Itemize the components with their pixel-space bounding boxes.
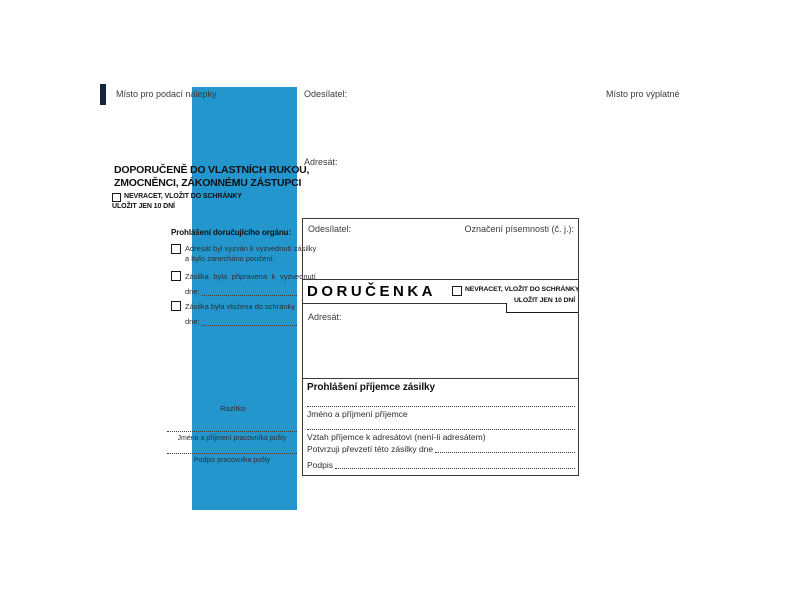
vztah-line[interactable] — [307, 429, 575, 430]
odesilatel-top-label: Odesílatel: — [304, 89, 348, 99]
nevracet-panel-checkbox[interactable] — [452, 286, 462, 296]
nevracet-left-line1: NEVRACET, VLOŽIT DO SCHRÁNKY — [124, 193, 242, 200]
zasilka-pripravena-label: Zásilka byla připravena k vyzvednutí — [185, 272, 316, 281]
zasilka-pripravena-dne-row — [185, 287, 297, 296]
dorucenka-title: DORUČENKA — [307, 283, 436, 300]
doporucene-header-line1: DOPORUČENĚ DO VLASTNÍCH RUKOU, — [114, 164, 310, 176]
zasilka-pripravena-checkbox[interactable] — [171, 271, 181, 281]
nevracet-left-line2: ULOŽIT JEN 10 DNÍ — [112, 203, 175, 210]
adresat-vyzvan-label-line1: Adresát byl vyzván k vyzvednutí zásilky — [185, 244, 317, 253]
doporucene-header-line2: ZMOCNĚNCI, ZÁKONNÉMU ZÁSTUPCI — [114, 177, 302, 189]
vztah-label: Vztah příjemce k adresátovi (není-li adresátem) — [307, 432, 486, 442]
divider-line — [303, 303, 506, 304]
adresat-vyzvan-label-line2: a bylo zanecháno poučení. — [185, 254, 275, 263]
divider-line — [303, 279, 578, 280]
dotted-line[interactable] — [335, 460, 575, 469]
blue-stripe — [192, 87, 297, 510]
jmeno-prijemce-label: Jméno a příjmení příjemce — [307, 409, 408, 419]
corner-scan-mark — [100, 84, 106, 105]
dorucenka-panel — [302, 218, 579, 476]
zasilka-vlozena-checkbox[interactable] — [171, 301, 181, 311]
razitko-label: Razítko — [220, 404, 246, 413]
podpis-pracovnika-label: Podpis pracovníka pošty — [193, 457, 271, 464]
adresat-vyzvan-checkbox[interactable] — [171, 244, 181, 254]
potvrzuji-row — [307, 444, 575, 454]
adresat-top-label: Adresát: — [304, 157, 338, 167]
dotted-line[interactable] — [202, 287, 297, 296]
podpis-label: Podpis — [307, 460, 333, 470]
nevracet-left-checkbox[interactable] — [112, 193, 121, 202]
dne-label: dne: — [185, 317, 200, 326]
podpis-row — [307, 460, 575, 470]
potvrzuji-label: Potvrzuji převzetí této zásilky dne — [307, 444, 434, 454]
jmeno-pracovnika-line[interactable] — [167, 431, 297, 432]
prohlaseni-dorucujiciho-header: Prohlášení doručujícího orgánu: — [171, 228, 292, 237]
panel-adresat-label: Adresát: — [308, 312, 342, 322]
jmeno-pracovnika-label: Jméno a příjmení pracovníka pošty — [177, 435, 287, 442]
dne-label: dne: — [185, 287, 200, 296]
nevracet-panel-line1: NEVRACET, VLOŽIT DO SCHRÁNKY — [465, 286, 580, 293]
panel-oznaceni-label: Označení písemnosti (č. j.): — [464, 224, 574, 234]
podpis-pracovnika-line[interactable] — [167, 453, 297, 454]
dotted-line[interactable] — [202, 317, 297, 326]
zasilka-vlozena-label: Zásilka byla vložena do schránky — [185, 302, 296, 311]
nevracet-panel-line2: ULOŽIT JEN 10 DNÍ — [514, 297, 575, 304]
prohlaseni-prijemce-header: Prohlášení příjemce zásilky — [307, 382, 435, 393]
misto-vyplatne-label: Místo pro výplatné — [606, 89, 680, 99]
jmeno-prijemce-line[interactable] — [307, 406, 575, 407]
dotted-line[interactable] — [435, 444, 575, 453]
panel-odesilatel-label: Odesílatel: — [308, 224, 352, 234]
podaci-nalepky-label: Místo pro podací nálepky — [116, 89, 217, 99]
zasilka-vlozena-dne-row — [185, 317, 297, 326]
divider-line — [303, 378, 578, 379]
ulozit-box-border — [506, 303, 578, 313]
